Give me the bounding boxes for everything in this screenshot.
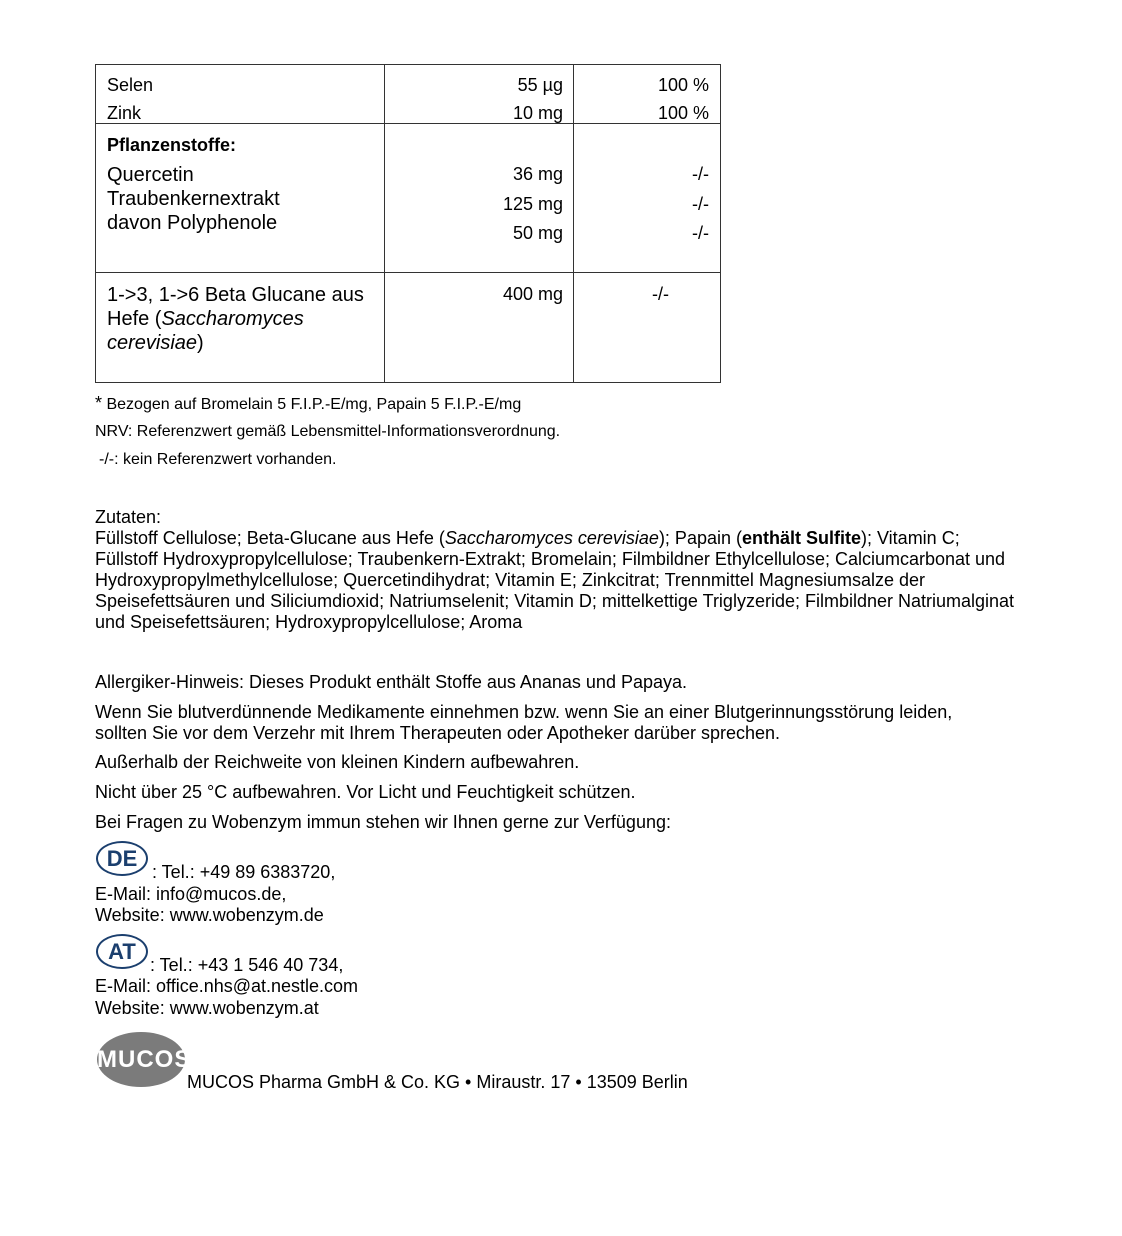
glucan-line-3-italic: cerevisiae: [107, 332, 198, 354]
column-divider: [573, 65, 574, 382]
de-phone: : Tel.: +49 89 6383720,: [152, 862, 336, 882]
footnote-bromelain-text: Bezogen auf Bromelain 5 F.I.P.-E/mg, Papain 5 F.I.P.-E/mg: [106, 396, 522, 413]
children-note: Außerhalb der Reichweite von kleinen Kindern aufbewahren.: [95, 752, 580, 772]
nutrient-amount: 10 mg: [512, 103, 563, 123]
plant-nrv: -/-: [692, 223, 709, 243]
blood-thinner-note-line-2: sollten Sie vor dem Verzehr mit Ihrem Therapeuten oder Apotheker darüber sprechen.: [95, 723, 781, 743]
footnote-no-reference: -/-: kein Referenzwert vorhanden.: [99, 451, 337, 468]
nutrient-name: Selen: [107, 75, 154, 95]
storage-note: Nicht über 25 °C aufbewahren. Vor Licht und Feuchtigkeit schützen.: [95, 782, 636, 802]
ingredients-part-3: ); Vitamin C; Füllstoff Hydroxypropylcellulose; Traubenkern-Extrakt; Bromelain; Filmbildner Ethylcellulose; Calciumcarbonat und Hydroxypropylmethylcellulose; Quercetindihydrat; Vitamin E; Zinkcitrat; Trennmittel Magnesiumsalze der Speisefettsäuren und Siliciumdioxid; Natriumselenit; Vitamin D; mittelkettige Triglyzeride; Filmbildner Natriumalginat und Speisefettsäuren; Hydroxypropylcellulose; Aroma: [95, 528, 1015, 632]
country-badge-at: AT: [96, 934, 148, 969]
glucan-nrv: -/-: [652, 284, 669, 304]
ingredients-heading: Zutaten:: [95, 507, 162, 527]
ingredients-italic: Saccharomyces cerevisiae: [444, 528, 659, 548]
glucan-line-2-italic: Saccharomyces: [161, 308, 304, 330]
section-heading: Pflanzenstoffe:: [107, 135, 237, 155]
de-email: E-Mail: info@mucos.de,: [95, 884, 287, 904]
questions-note: Bei Fragen zu Wobenzym immun stehen wir Ihnen gerne zur Verfügung:: [95, 812, 671, 832]
plant-amount: 36 mg: [512, 164, 563, 184]
nutrient-amount: 55 µg: [517, 75, 563, 95]
nutrition-table: [95, 64, 721, 383]
plant-name: Quercetin: [107, 164, 194, 186]
company-address: MUCOS Pharma GmbH & Co. KG • Miraustr. 17 • 13509 Berlin: [187, 1072, 688, 1092]
plant-nrv: -/-: [692, 164, 709, 184]
glucan-line-1: 1->3, 1->6 Beta Glucane aus: [107, 284, 364, 306]
at-website: Website: www.wobenzym.at: [95, 998, 319, 1018]
glucan-name-line-3: [107, 331, 204, 355]
nutrient-name: Zink: [107, 103, 142, 123]
glucan-name: [107, 283, 364, 307]
country-badge-de: DE: [96, 841, 148, 876]
nutrient-nrv: 100 %: [657, 103, 709, 123]
at-email: E-Mail: office.nhs@at.nestle.com: [95, 976, 359, 996]
ingredients-part-2: ); Papain (: [658, 528, 742, 548]
de-website: Website: www.wobenzym.de: [95, 905, 324, 925]
footnote-nrv: NRV: Referenzwert gemäß Lebensmittel-Informationsverordnung.: [95, 423, 561, 440]
row-divider: [96, 272, 720, 273]
column-divider: [384, 65, 385, 382]
footnote-bromelain: [95, 393, 521, 415]
plant-name: Traubenkernextrakt: [107, 188, 280, 210]
glucan-line-2-prefix: Hefe (: [107, 308, 162, 330]
glucan-line-3-suffix: ): [197, 332, 204, 354]
plant-nrv: -/-: [692, 194, 709, 214]
at-phone: : Tel.: +43 1 546 40 734,: [150, 955, 344, 975]
plant-name: davon Polyphenole: [107, 212, 278, 234]
glucan-amount: 400 mg: [502, 284, 563, 304]
glucan-name-line-2: [107, 307, 304, 331]
ingredients-part-1: Füllstoff Cellulose; Beta-Glucane aus Hefe (: [95, 528, 445, 548]
footnote-star: *: [95, 393, 103, 413]
plant-amount: 125 mg: [502, 194, 563, 214]
ingredients-text: [95, 528, 1015, 633]
blood-thinner-note-line-1: Wenn Sie blutverdünnende Medikamente einnehmen bzw. wenn Sie an einer Blutgerinnungsstörung leiden,: [95, 702, 953, 722]
nutrient-nrv: 100 %: [657, 75, 709, 95]
plant-amount: 50 mg: [512, 223, 563, 243]
ingredients-bold: enthält Sulfite: [741, 528, 861, 548]
allergy-note: Allergiker-Hinweis: Dieses Produkt enthält Stoffe aus Ananas und Papaya.: [95, 672, 688, 692]
mucos-logo: MUCOS: [97, 1032, 185, 1087]
